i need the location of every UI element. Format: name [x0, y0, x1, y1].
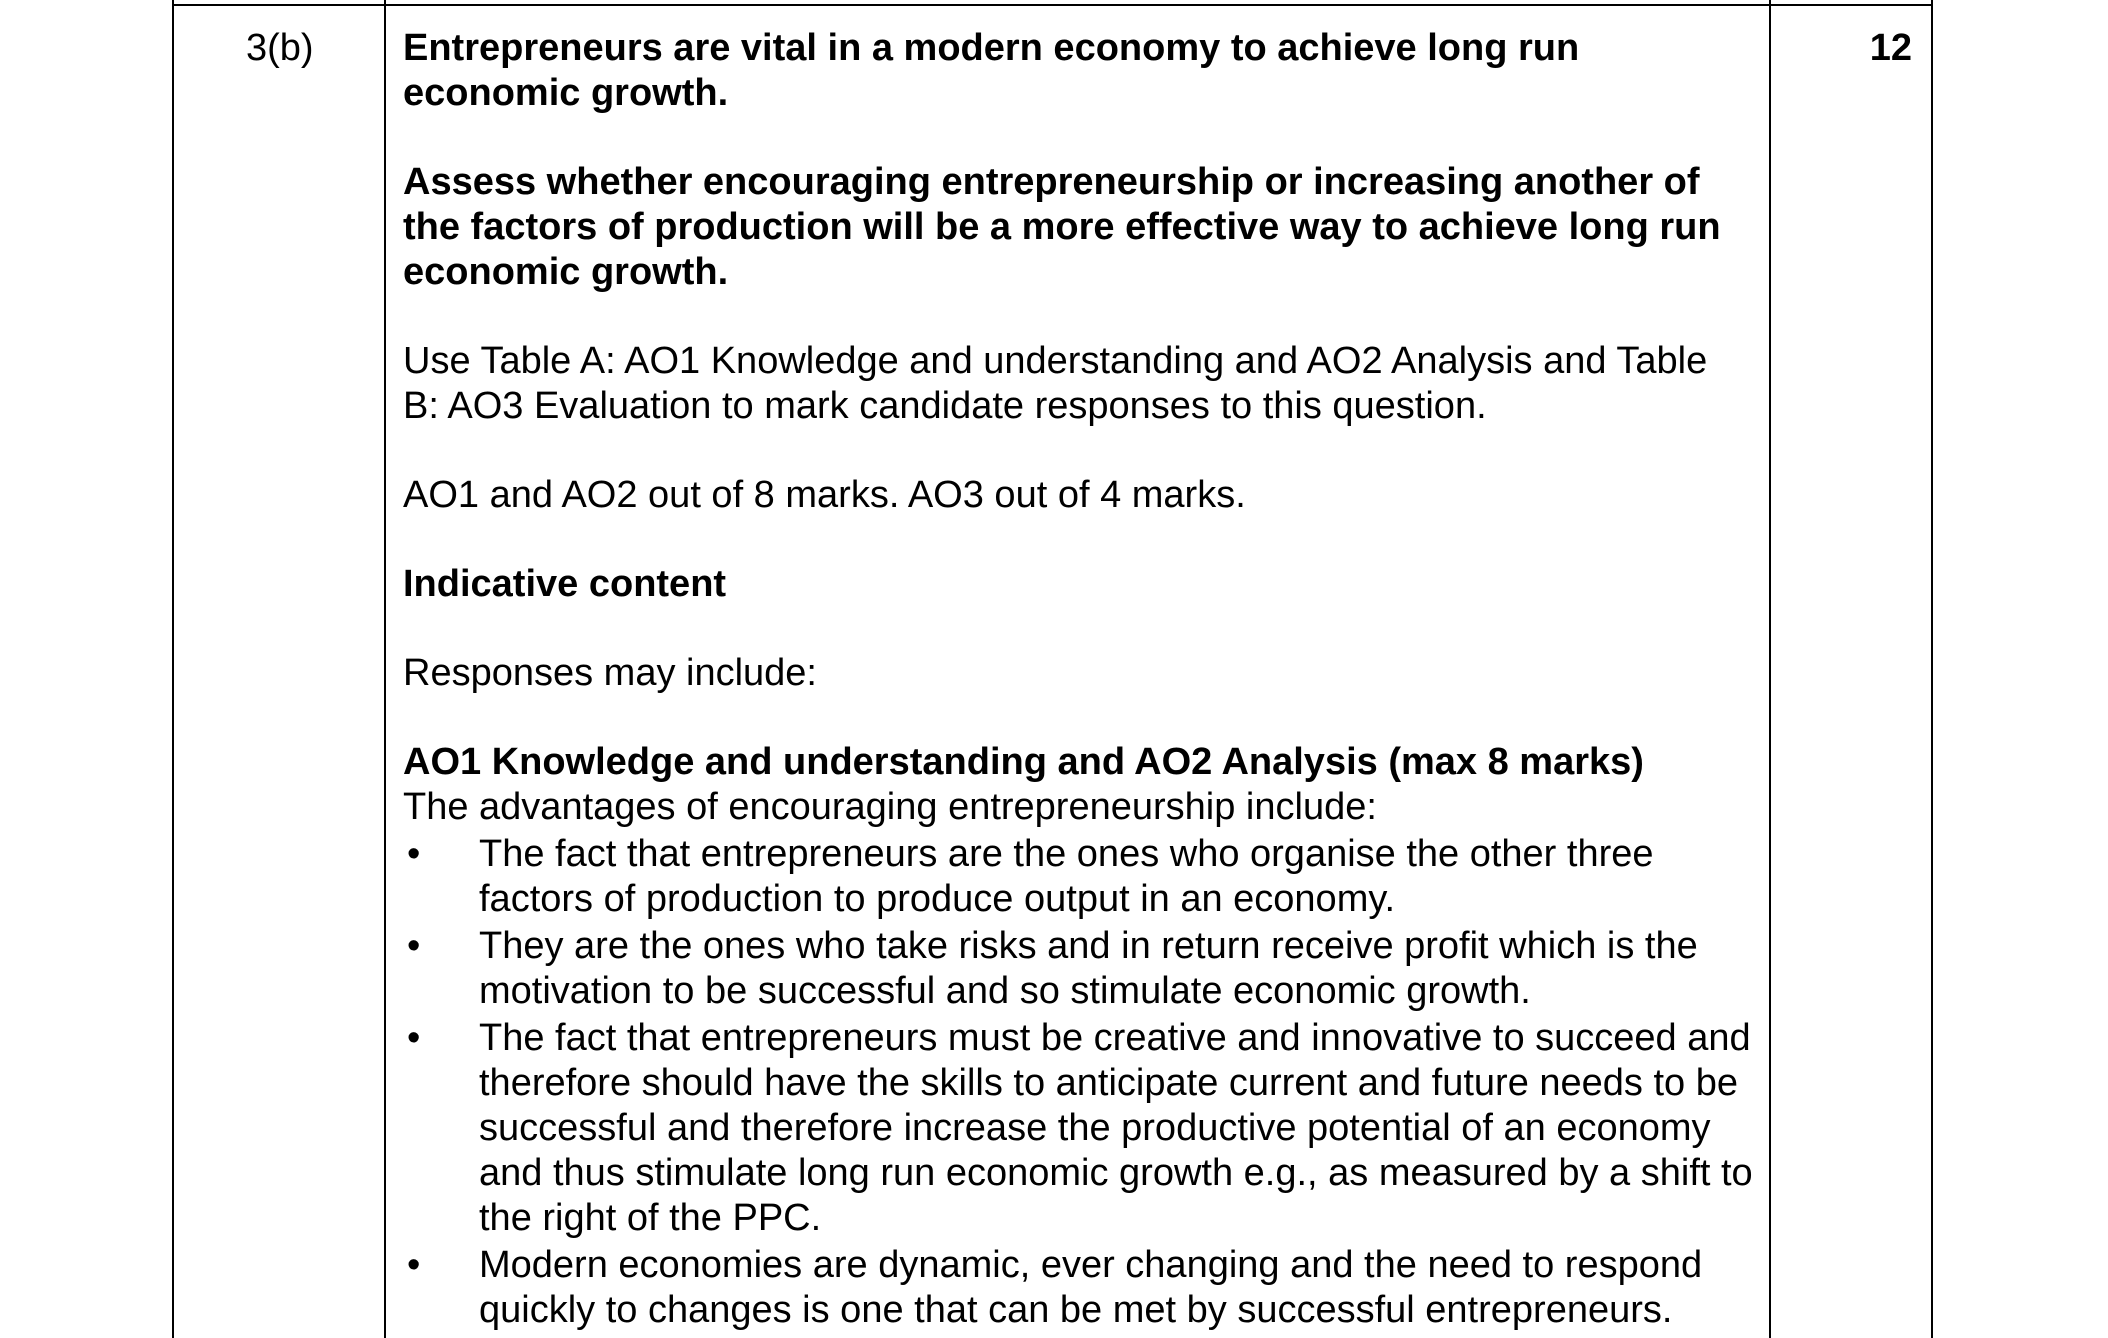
bullet-icon: •	[407, 1244, 421, 1286]
indicative-content-heading: Indicative content	[403, 563, 727, 605]
question-number: 3(b)	[246, 27, 314, 69]
list-item-text: The fact that entrepreneurs are the ones who organise the other three factors of production to produce output in an economy.	[479, 833, 1654, 920]
list-item	[403, 1016, 1753, 1241]
list-item	[403, 924, 1753, 1014]
advantages-list	[403, 832, 1753, 1333]
list-item-text: They are the ones who take risks and in return receive profit which is the motivation to be successful and so stimulate economic growth.	[479, 925, 1698, 1012]
list-item	[403, 832, 1753, 922]
column-divider-marks	[1769, 0, 1771, 1338]
question-task: Assess whether encouraging entrepreneurship or increasing another of the factors of production will be a more effective way to achieve long run economic growth.	[403, 161, 1721, 293]
table-right-border	[1931, 0, 1933, 1338]
question-marks: 12	[1869, 27, 1912, 69]
ao1-ao2-heading: AO1 Knowledge and understanding and AO2 Analysis (max 8 marks)	[403, 741, 1644, 783]
list-item	[403, 1243, 1753, 1333]
answer-column	[403, 26, 1753, 1333]
list-item-text: The fact that entrepreneurs must be creative and innovative to succeed and therefore should have the skills to anticipate current and future needs to be successful and therefore increase the productive potential of an economy and thus stimulate long run economic growth e.g., as measured by a shift to the right of the PPC.	[479, 1017, 1753, 1239]
bullet-icon: •	[407, 1017, 421, 1059]
bullet-icon: •	[407, 925, 421, 967]
bullet-icon: •	[407, 833, 421, 875]
column-divider-question	[384, 0, 386, 1338]
advantages-intro: The advantages of encouraging entrepreneurship include:	[403, 786, 1377, 828]
responses-intro: Responses may include:	[403, 652, 817, 694]
question-statement: Entrepreneurs are vital in a modern economy to achieve long run economic growth.	[403, 27, 1580, 114]
table-top-border	[172, 4, 1933, 6]
marking-instruction: Use Table A: AO1 Knowledge and understanding and AO2 Analysis and Table B: AO3 Evaluation to mark candidate responses to this question.	[403, 340, 1708, 427]
mark-split: AO1 and AO2 out of 8 marks. AO3 out of 4 marks.	[403, 474, 1246, 516]
table-left-border	[172, 0, 174, 1338]
list-item-text: Modern economies are dynamic, ever changing and the need to respond quickly to changes is one that can be met by successful entrepreneurs.	[479, 1244, 1703, 1331]
